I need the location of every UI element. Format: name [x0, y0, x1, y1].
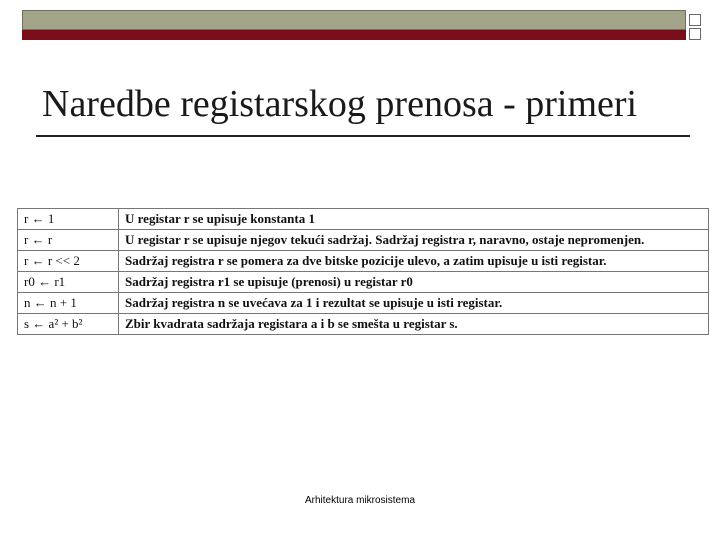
table-row	[18, 230, 709, 251]
command-cell: r ← r << 2	[18, 251, 119, 272]
command-cell: n ← n + 1	[18, 293, 119, 314]
title-decoration-bar	[22, 10, 686, 40]
command-cell: s ← a² + b²	[18, 314, 119, 335]
description-cell: U registar r se upisuje konstanta 1	[119, 209, 709, 230]
table-row	[18, 293, 709, 314]
command-cell: r ← 1	[18, 209, 119, 230]
decoration-bar-maroon	[22, 30, 686, 40]
slide-title: Naredbe registarskog prenosa - primeri	[42, 83, 638, 125]
table-row	[18, 251, 709, 272]
table-row	[18, 272, 709, 293]
description-cell: Sadržaj registra n se uvećava za 1 i rezultat se upisuje u isti registar.	[119, 293, 709, 314]
description-cell: Sadržaj registra r se pomera za dve bitske pozicije ulevo, a zatim upisuje u isti registar.	[119, 251, 709, 272]
decoration-bar-olive	[22, 10, 686, 30]
title-underline	[36, 135, 690, 137]
slide-footer: Arhitektura mikrosistema	[304, 495, 416, 506]
decoration-square-bottom	[689, 28, 701, 40]
command-cell: r0 ← r1	[18, 272, 119, 293]
description-cell: U registar r se upisuje njegov tekući sadržaj. Sadržaj registra r, naravno, ostaje nepromenjen.	[119, 230, 709, 251]
description-cell: Sadržaj registra r1 se upisuje (prenosi) u registar r0	[119, 272, 709, 293]
description-cell: Zbir kvadrata sadržaja registara a i b se smešta u registar s.	[119, 314, 709, 335]
register-transfer-table	[17, 208, 709, 335]
table-row	[18, 209, 709, 230]
table-row	[18, 314, 709, 335]
decoration-square-top	[689, 14, 701, 26]
command-cell: r ← r	[18, 230, 119, 251]
